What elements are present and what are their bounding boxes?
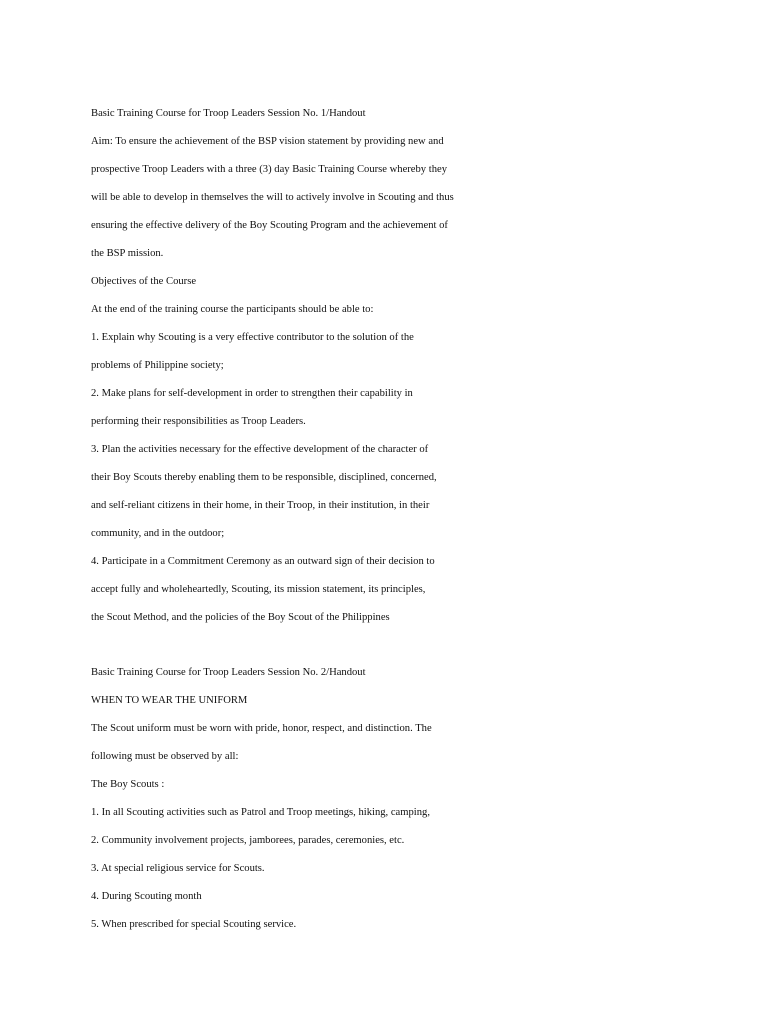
objective-line: performing their responsibilities as Troop Leaders.	[91, 416, 306, 427]
aim-line-1: Aim: To ensure the achievement of the BSP vision statement by providing new and	[91, 136, 444, 147]
uniform-list-item: 2. Community involvement projects, jamborees, parades, ceremonies, etc.	[91, 835, 405, 846]
objective-line: 1. Explain why Scouting is a very effective contributor to the solution of the	[91, 332, 414, 343]
uniform-intro-line-1: The Scout uniform must be worn with pride, honor, respect, and distinction. The	[91, 723, 432, 734]
objective-line: problems of Philippine society;	[91, 360, 224, 371]
objective-line: accept fully and wholeheartedly, Scouting, its mission statement, its principles,	[91, 584, 426, 595]
uniform-list-item: 5. When prescribed for special Scouting service.	[91, 919, 297, 930]
session-1-heading: Basic Training Course for Troop Leaders Session No. 1/Handout	[91, 108, 366, 119]
boy-scouts-label: The Boy Scouts :	[91, 779, 165, 790]
uniform-intro-line-2: following must be observed by all:	[91, 751, 239, 762]
uniform-list-item: 3. At special religious service for Scouts.	[91, 863, 265, 874]
objectives-heading: Objectives of the Course	[91, 276, 197, 287]
objective-line: 2. Make plans for self-development in order to strengthen their capability in	[91, 388, 413, 399]
aim-line-2: prospective Troop Leaders with a three (3) day Basic Training Course whereby they	[91, 164, 447, 175]
aim-line-5: the BSP mission.	[91, 248, 164, 259]
session-2-heading: Basic Training Course for Troop Leaders Session No. 2/Handout	[91, 667, 366, 678]
objective-line: 4. Participate in a Commitment Ceremony as an outward sign of their decision to	[91, 556, 435, 567]
objective-line: the Scout Method, and the policies of the Boy Scout of the Philippines	[91, 612, 390, 623]
objective-line: 3. Plan the activities necessary for the effective development of the character of	[91, 444, 429, 455]
uniform-heading: WHEN TO WEAR THE UNIFORM	[91, 695, 248, 706]
objectives-intro: At the end of the training course the participants should be able to:	[91, 304, 374, 315]
objective-line: their Boy Scouts thereby enabling them to be responsible, disciplined, concerned,	[91, 472, 437, 483]
objective-line: and self-reliant citizens in their home, in their Troop, in their institution, in their	[91, 500, 430, 511]
aim-line-3: will be able to develop in themselves the will to actively involve in Scouting and thus	[91, 192, 454, 203]
objective-line: community, and in the outdoor;	[91, 528, 225, 539]
uniform-list-item: 4. During Scouting month	[91, 891, 202, 902]
section-spacer	[91, 632, 731, 659]
uniform-list-item: 1. In all Scouting activities such as Patrol and Troop meetings, hiking, camping,	[91, 807, 430, 818]
aim-line-4: ensuring the effective delivery of the Boy Scouting Program and the achievement of	[91, 220, 448, 231]
handout-text	[91, 100, 731, 939]
